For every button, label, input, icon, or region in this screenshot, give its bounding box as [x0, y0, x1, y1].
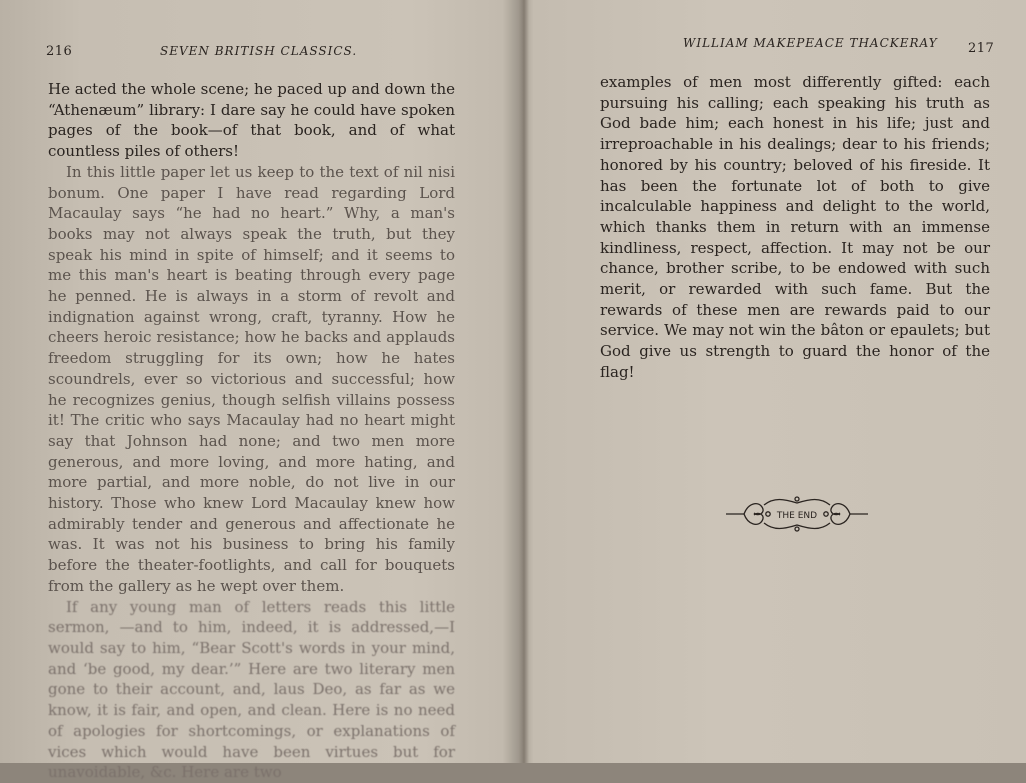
left-page-body: [48, 79, 455, 783]
the-end-label: THE END: [776, 511, 818, 521]
paragraph: If any young man of letters reads this little sermon, —and to him, indeed, it is addressed,—I would say to him, “Bear Scott's words in your mind, and ‘be good, my dear.’” Here are two literary men gone to their account, and, laus Deo, as far as we know, it is fair, and open, and clean. Here is no need of apologies for shortcomings, or explanations of vices which would have been virtues but for unavoidable, &c. Here are two: [48, 597, 455, 782]
the-end-ornament: [724, 493, 870, 535]
paragraph: In this little paper let us keep to the text of nil nisi bonum. One paper I have read regarding Lord Macaulay says “he had no heart.” Why, a man's books may not always speak the truth, but they speak his mind in spite of himself; and it seems to me this man's heart is beating through every page he penned. He is always in a storm of revolt and indignation against wrong, craft, tyranny. How he cheers heroic resistance; how he backs and applauds freedom struggling for its own; how he hates scoundrels, ever so victorious and successful; how he recognizes genius, though selfish villains possess it! The critic who says Macaulay had no heart might say that Johnson had none; and two men more generous, and more loving, and more hating, and more partial, and more noble, do not live in our history. Those who knew Lord Macaulay knew how admirably tender and generous and affectionate he was. It was not his business to bring his family before the theater-footlights, and call for bouquets from the gallery as he wept over them.: [48, 162, 455, 595]
ornament-icon: [724, 493, 870, 535]
page-number: 216: [46, 44, 73, 59]
running-head: SEVEN BRITISH CLASSICS.: [160, 44, 358, 58]
paragraph: examples of men most differently gifted: each pursuing his calling; each speaking his truth as God bade him; each honest in his life; just and irreproachable in his dealings; dear to his friends; honored by his country; beloved of his fireside. It has been the fortunate lot of both to give incalculable happiness and delight to the world, which thanks them in return with an immense kindliness, respect, affection. It may not be our chance, brother scribe, to be endowed with such merit, or rewarded with such fame. But the rewards of these men are rewards paid to our service. We may not win the bâton or epaulets; but God give us strength to guard the honor of the flag!: [600, 73, 990, 381]
page-number: 217: [968, 41, 995, 56]
paragraph: He acted the whole scene; he paced up and down the “Athenæum” library: I dare say he could have spoken pages of the book—of that book, and of what countless piles of others!: [48, 80, 455, 161]
right-page: [528, 0, 1026, 763]
running-head: WILLIAM MAKEPEACE THACKERAY: [683, 36, 938, 50]
right-page-body: [600, 72, 990, 383]
